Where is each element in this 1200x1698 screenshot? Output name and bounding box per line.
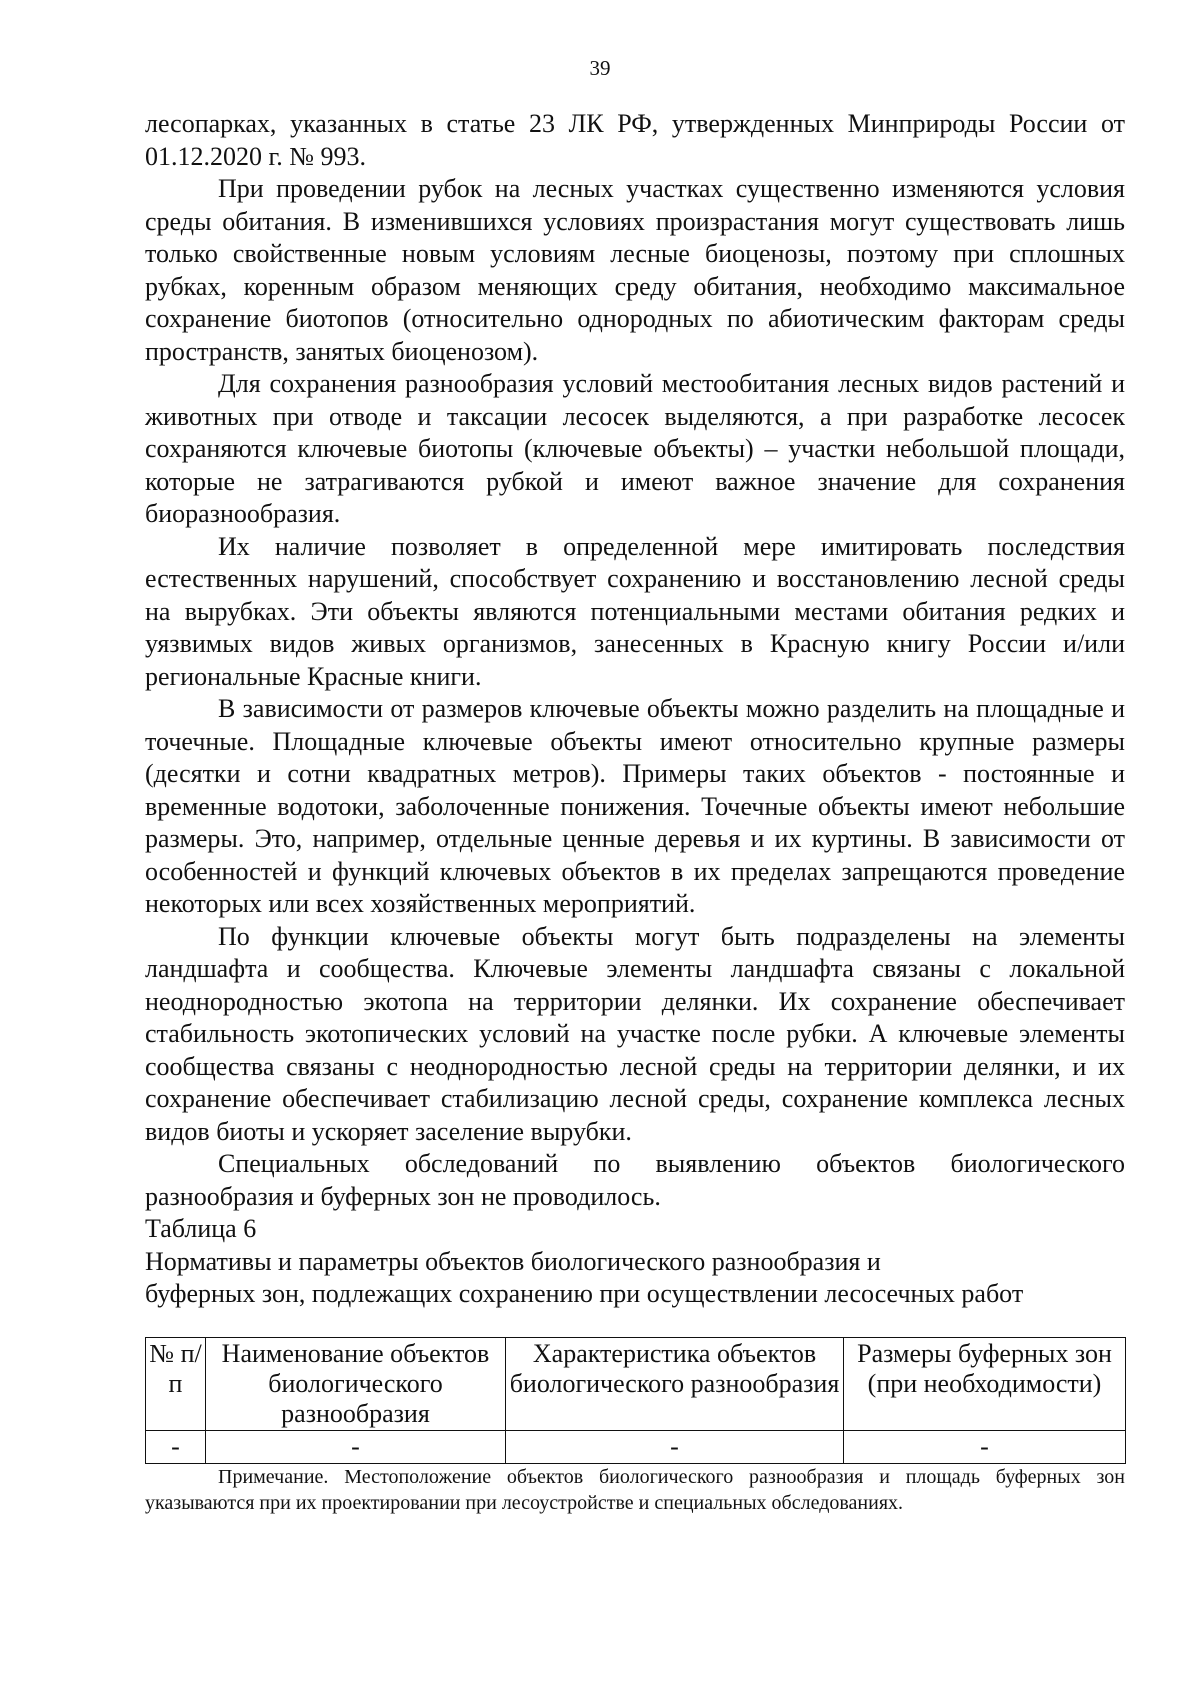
paragraph: По функции ключевые объекты могут быть подразделены на элементы ландшафта и сообщества. Ключевые элементы ландшафта связаны с локальной неоднородностью экотопа на территории делянки. Их сохранение обеспечивает стабильность экотопических условий на участке после рубки. А ключевые элементы сообщества связаны с неоднородностью лесной среды на территории делянки, и их сохранение обеспечивает стабилизацию лесной среды, сохранение комплекса лесных видов биоты и ускоряет заселение вырубки. [145,921,1125,1146]
paragraph: Специальных обследований по выявлению объектов биологического разнообразия и буферных зон не проводилось. [145,1149,1125,1211]
header-number: № п/п [146,1337,206,1430]
table-cell: - [146,1430,206,1463]
header-object-characteristics: Характеристика объектов биологического разнообразия [506,1337,844,1430]
header-buffer-zone-size: Размеры буферных зон (при необходимости) [844,1337,1126,1430]
table-header-row [146,1337,1126,1430]
table-cell: - [844,1430,1126,1463]
table-title-line-1: Нормативы и параметры объектов биологического разнообразия и [145,1246,881,1276]
table-title-line-2: буферных зон, подлежащих сохранению при осуществлении лесосечных работ [145,1279,1024,1308]
biodiversity-table [145,1337,1126,1464]
table-label: Таблица 6 [145,1214,257,1243]
table-note: Примечание. Местоположение объектов биологического разнообразия и площадь буферных зон указываются при их проектировании при лесоустройстве и специальных обследованиях. [145,1465,1125,1514]
table-cell: - [506,1430,844,1463]
paragraph-continuation: лесопарках, указанных в статье 23 ЛК РФ, утвержденных Минприроды России от 01.12.2020 г. № 993. [145,109,1125,171]
header-object-name: Наименование объектов биологического разнообразия [206,1337,506,1430]
page-number: 39 [589,56,611,80]
table-title [145,1246,1125,1311]
paragraph: Их наличие позволяет в определенной мере имитировать последствия естественных нарушений, способствует сохранению и восстановлению лесной среды на вырубках. Эти объекты являются потенциальными местами обитания редких и уязвимых видов живых организмов, занесенных в Красную книгу России и/или региональные Красные книги. [145,531,1125,691]
paragraph: При проведении рубок на лесных участках существенно изменяются условия среды обитания. В изменившихся условиях произрастания могут существовать лишь только свойственные новым условиям лесные биоценозы, поэтому при сплошных рубках, коренным образом меняющих среду обитания, необходимо максимальное сохранение биотопов (относительно однородных по абиотическим факторам среды пространств, занятых биоценозом). [145,174,1125,366]
paragraph: Для сохранения разнообразия условий местообитания лесных видов растений и животных при отводе и таксации лесосек выделяются, а при разработке лесосек сохраняются ключевые биотопы (ключевые объекты) – участки небольшой площади, которые не затрагиваются рубкой и имеют важное значение для сохранения биоразнообразия. [145,369,1125,528]
table-cell: - [206,1430,506,1463]
document-body [145,108,1125,1516]
table-row [146,1430,1126,1463]
paragraph: В зависимости от размеров ключевые объекты можно разделить на площадные и точечные. Площадные ключевые объекты имеют относительно крупные размеры (десятки и сотни квадратных метров). Примеры таких объектов - постоянные и временные водотоки, заболоченные понижения. Точечные объекты имеют небольшие размеры. Это, например, отдельные ценные деревья и их куртины. В зависимости от особенностей и функций ключевых объектов в их пределах запрещаются проведение некоторых или всех хозяйственных мероприятий. [145,694,1125,918]
